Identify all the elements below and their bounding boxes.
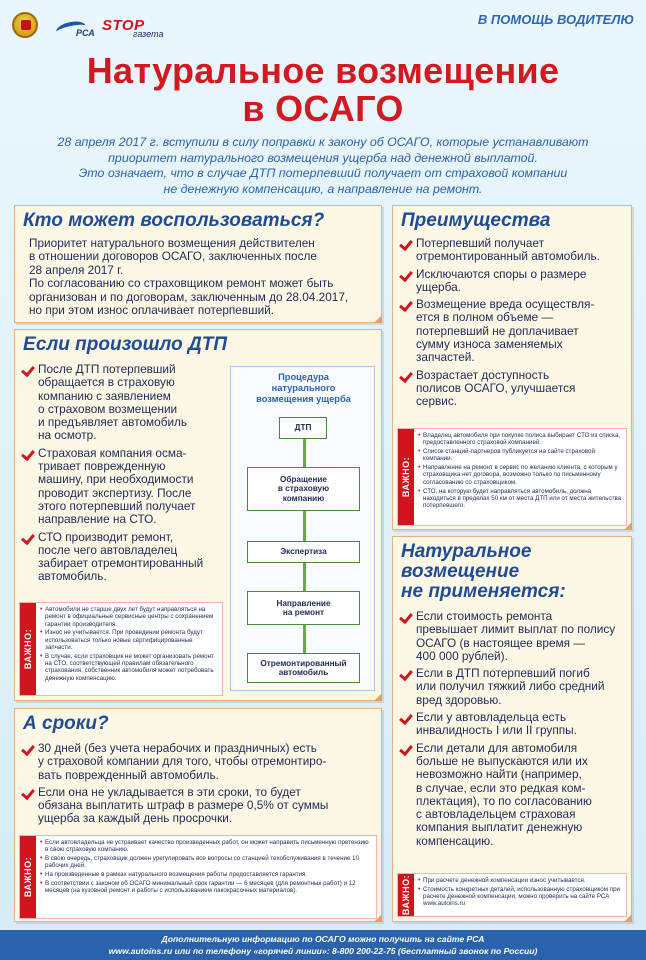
- advantages-card: [392, 205, 632, 530]
- note-item: • На произведенные в рамках натурального возмещения работы предоставляется гарантия.: [40, 871, 372, 878]
- note-item: • Износ не учитывается. При проведении ремонта будут использоваться только новые сертифицированные запчасти.: [40, 629, 218, 651]
- note-item: • При расчете денежной компенсации износ учитывается.: [418, 877, 622, 884]
- intro-text: 28 апреля 2017 г. вступили в силу поправки к закону об ОСАГО, которые устанавливают приоритет натурального возмещения ущерба над денежной выплатой. Это означает, что в случае ДТП потерпевший получает от страховой компании не денежную компенсацию, а направление на ремонт.: [57, 135, 589, 196]
- checkmark-icon: [400, 667, 412, 679]
- advantages-list: [393, 231, 631, 409]
- note-item: • СТО, на которую будет направляться автомобиль, должна находиться в пределах 50 км от места ДТП или от места жительства потерпевшего.: [418, 488, 622, 510]
- rsa-logo: РСА: [56, 20, 90, 40]
- not-applicable-card: [392, 536, 632, 922]
- checkmark-icon: [400, 268, 412, 280]
- note-item: • В случае, если страховщик не может организовать ремонт на СТО, соответствующей правилам обязательного страхования, собственник автомобиля может потребовать денежную компенсацию.: [40, 653, 218, 682]
- who-can-use-title: Кто может воспользоваться?: [23, 210, 325, 231]
- checkmark-icon: [22, 363, 34, 375]
- note-item: • Список станций-партнеров публикуется на сайте страховой компании.: [418, 448, 622, 463]
- stop-gazeta-logo: STOP газета: [102, 17, 164, 39]
- note-item: • В свою очередь, страховщик должен урегулировать все вопросы со станцией техобслуживания в течение 10 рабочих дней.: [40, 855, 372, 870]
- checkmark-icon: [400, 742, 412, 754]
- list-item: Если стоимость ремонта превышает лимит выплат по полису ОСАГО (в настоящее время — 400 000 рублей).: [399, 610, 625, 663]
- list-item: 30 дней (без учета нерабочих и праздничных) есть у страховой компании для того, чтобы отремонтиро- вать поврежденный автомобиль.: [21, 742, 375, 782]
- important-tag: ВАЖНО:: [20, 836, 36, 918]
- note-item: • Автомобили не старше двух лет будут направляться на ремонт в официальные сервисные центры с сохранением гарантии производителя.: [40, 606, 218, 628]
- header: [0, 0, 646, 46]
- checkmark-icon: [22, 786, 34, 798]
- note-item: • Направление на ремонт в сервис по желанию клиента, с которым у страховщика нет договора, возможно только по письменному согласованию со страховщиком.: [418, 464, 622, 486]
- list-item: Если в ДТП потерпевший погиб или получил тяжкий либо средний вред здоровью.: [399, 667, 625, 707]
- checkmark-icon: [22, 742, 34, 754]
- list-item: СТО производит ремонт, после чего автовладелец забирает отремонтированный автомобиль.: [21, 531, 227, 584]
- flow-step-repaired-car: Отремонтированный автомобиль: [247, 653, 360, 683]
- footer: Дополнительную информацию по ОСАГО можно получить на сайте РСА www.autoins.ru или по телефону «горячей линии»: 8-800 200-22-75 (бесплатный звонок по России): [0, 930, 646, 960]
- important-tag: ВАЖНО:: [398, 429, 414, 525]
- important-tag: ВАЖНО:: [20, 603, 36, 695]
- advantages-important-note: [397, 428, 627, 526]
- important-tag: ВАЖНО:: [398, 874, 414, 916]
- list-item: Исключаются споры о размере ущерба.: [399, 268, 625, 295]
- checkmark-icon: [22, 447, 34, 459]
- list-item: Потерпевший получает отремонтированный автомобиль.: [399, 237, 625, 264]
- list-item: Если она не укладывается в эти сроки, то будет обязана выплатить штраф в размере 0,5% от суммы ущерба за каждый день просрочки.: [21, 786, 375, 826]
- who-can-use-text: Приоритет натурального возмещения действителен в отношении договоров ОСАГО, заключенных после 28 апреля 2017 г. По согласованию со страховщиком ремонт может быть организован и по договорам, заключенным до 28.04.2017, но при этом износ оплачивает потерпевший.: [29, 236, 349, 318]
- flow-step-accident: ДТП: [279, 417, 327, 439]
- accident-important-note: [19, 602, 223, 696]
- not-applicable-important-note: [397, 873, 627, 917]
- accident-steps-list: [15, 355, 227, 584]
- note-item: • В соответствии с законом об ОСАГО минимальный срок гарантии — 6 месяцев (для ремонтных работ) и 12 месяцев (на кузовной ремонт и работы с использованием лакокрасочных материалов).: [40, 880, 372, 895]
- terms-important-note: [19, 835, 377, 919]
- flow-step-application: Обращение в страховую компанию: [247, 467, 360, 511]
- gibdd-emblem-icon: [12, 12, 38, 38]
- not-applicable-title: Натуральное возмещение не применяется:: [401, 541, 566, 602]
- checkmark-icon: [400, 369, 412, 381]
- list-item: Если у автовладельца есть инвалидность I или II группы.: [399, 711, 625, 738]
- list-item: Возмещение вреда осуществля- ется в полном объеме — потерпевший не доплачивает сумму износа заменяемых запчастей.: [399, 298, 625, 364]
- checkmark-icon: [400, 610, 412, 622]
- list-item: После ДТП потерпевший обращается в страховую компанию с заявлением о страховом возмещении и предъявляет автомобиль на осмотр.: [21, 363, 227, 443]
- flowchart-title: Процедура натурального возмещения ущерба: [256, 372, 351, 404]
- note-item: • Стоимость конкретных деталей, использованную страховщиком при расчете денежной компенсации, можно проверить на сайте РСА www.autoins.ru: [418, 886, 622, 908]
- list-item: Если детали для автомобиля больше не выпускаются или их невозможно найти (например, в случае, если это редкая ком- плектация), то по согласованию с автовладельцем страховая компания выплатит денежную компенсацию.: [399, 742, 625, 848]
- checkmark-icon: [22, 531, 34, 543]
- who-can-use-card: [14, 205, 382, 323]
- advantages-title: Преимущества: [401, 210, 551, 231]
- checkmark-icon: [400, 711, 412, 723]
- flow-step-expertise: Экспертиза: [247, 541, 360, 563]
- terms-card: [14, 708, 382, 922]
- list-item: Страховая компания осма- тривает поврежденную машину, при необходимости проводит экспертизу. После этого потерпевший получает направление на СТО.: [21, 447, 227, 527]
- flow-step-referral: Направление на ремонт: [247, 591, 360, 625]
- not-applicable-list: [393, 602, 631, 848]
- page-title: Натуральное возмещение в ОСАГО: [86, 50, 560, 129]
- list-item: Возрастает доступность полисов ОСАГО, улучшается сервис.: [399, 369, 625, 409]
- checkmark-icon: [400, 298, 412, 310]
- terms-list: [15, 734, 381, 826]
- terms-title: А сроки?: [23, 713, 109, 734]
- note-item: • Если автовладельца не устраивает качество произведенных работ, он может направить письменную претензию в свою страховую компанию.: [40, 839, 372, 854]
- procedure-flowchart: [230, 366, 375, 691]
- accident-title: Если произошло ДТП: [23, 334, 227, 355]
- checkmark-icon: [400, 237, 412, 249]
- header-section-label: В ПОМОЩЬ ВОДИТЕЛЮ: [477, 12, 634, 27]
- note-item: • Владелец автомобиля при покупке полиса выбирает СТО из списка, предоставленного страховой компанией.: [418, 432, 622, 447]
